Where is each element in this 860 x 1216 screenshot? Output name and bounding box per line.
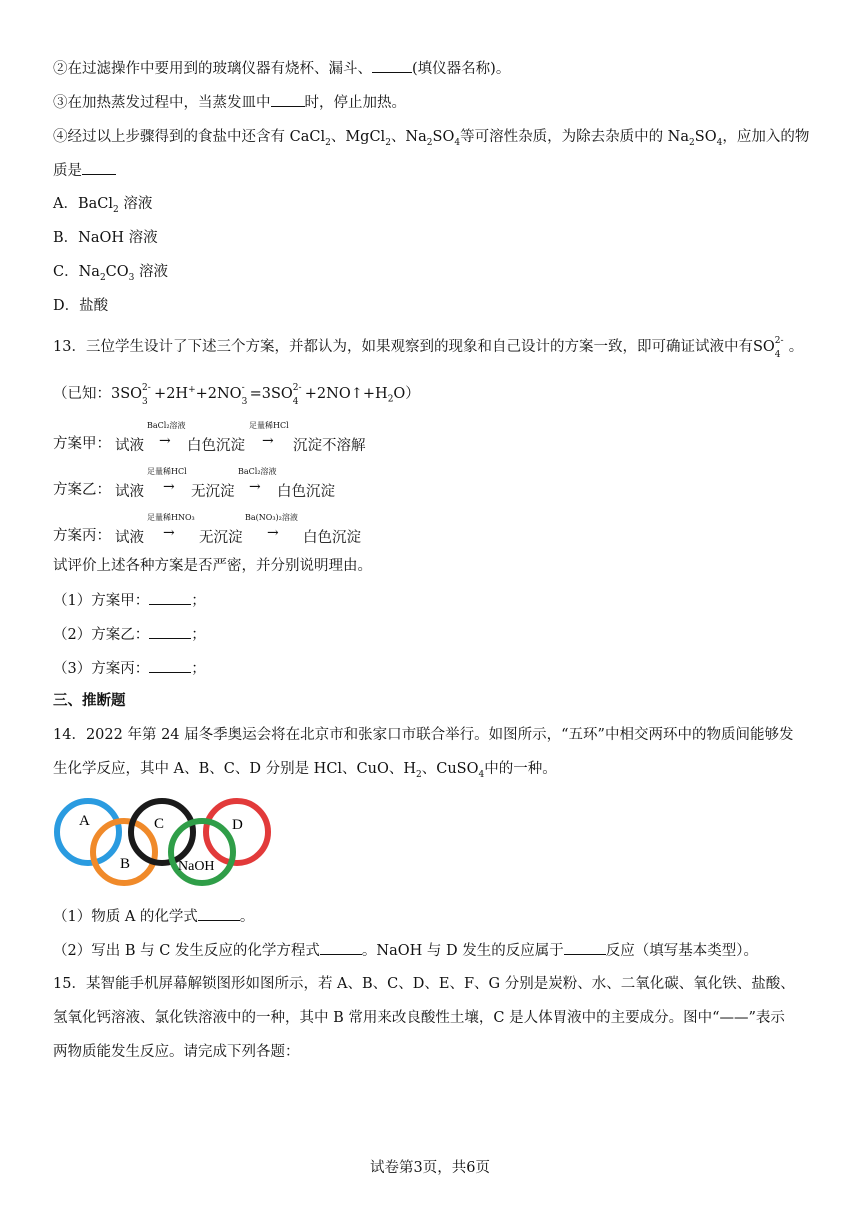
- q12-step4-part: SO: [432, 129, 455, 145]
- q13-part3-label: （3）方案丙：: [53, 661, 150, 677]
- q12-step2: [53, 58, 510, 79]
- q12-step4-part: SO: [694, 129, 717, 145]
- charge-stack: [292, 382, 305, 407]
- subscript: 2: [387, 394, 394, 405]
- ring-c: [131, 801, 193, 863]
- arrow-icon: →: [262, 433, 274, 449]
- arrow-icon: →: [163, 525, 175, 541]
- q14-line2-part: 中的一种。: [484, 761, 557, 777]
- q13-part1-label: （1）方案甲：: [53, 593, 150, 609]
- subscript: 3: [241, 396, 248, 407]
- subscript: 4: [454, 137, 461, 148]
- charge-stack: [241, 382, 250, 407]
- scheme-middle: 白色沉淀: [187, 438, 245, 454]
- q14-part1: [53, 906, 254, 927]
- subscript: 2: [325, 137, 331, 148]
- q12-step4-part: 、Na: [390, 129, 427, 145]
- q14-part2: [53, 940, 758, 961]
- q14-part2-label: （2）写出 B 与 C 发生反应的化学方程式: [53, 943, 320, 959]
- answer-blank[interactable]: [149, 590, 191, 605]
- option-d-text: D．盐酸: [53, 298, 109, 314]
- q13-part2-tail: ；: [191, 627, 206, 643]
- option-c-text-end: 溶液: [134, 264, 168, 280]
- q15-line3: 两物质能发生反应。请完成下列各题：: [53, 1044, 300, 1060]
- scheme-yi: [53, 466, 453, 500]
- subscript: 4: [774, 350, 781, 360]
- q13-stem-end: 。: [788, 339, 804, 355]
- q13-evaluate: [53, 556, 372, 576]
- q13-known-equation: [53, 380, 420, 410]
- subscript: 2: [385, 137, 391, 148]
- superscript: +: [188, 385, 196, 395]
- arrow-icon: →: [249, 479, 261, 495]
- subscript: 2: [416, 769, 422, 780]
- q15-line2: 氢氧化钙溶液、氯化铁溶液中的一种，其中 B 常用来改良酸性土壤，C 是人体胃液中的主要成分。图中“——”表示: [53, 1010, 785, 1026]
- option-b[interactable]: [53, 228, 158, 248]
- subscript: 2: [426, 137, 433, 148]
- q12-step2-text: ②在过滤操作中要用到的玻璃仪器有烧杯、漏斗、: [53, 61, 372, 77]
- q12-step3-text-end: 时，停止加热。: [304, 95, 406, 111]
- scheme-bing: [53, 512, 473, 546]
- scheme-jia: [53, 420, 453, 454]
- q14-line2: [53, 759, 557, 785]
- scheme-start: 试液: [115, 484, 144, 500]
- arrow-icon: →: [163, 479, 175, 495]
- arrow-icon: →: [159, 433, 171, 449]
- subscript: 3: [128, 272, 135, 283]
- scheme-end: 白色沉淀: [277, 484, 335, 500]
- arrow-icon: →: [267, 525, 279, 541]
- q12-step4-line2-text: 质是: [53, 163, 82, 179]
- ring-label-b: B: [120, 856, 131, 872]
- ring-label-c: C: [154, 816, 165, 832]
- q12-step3-text: ③在加热蒸发过程中，当蒸发皿中: [53, 95, 271, 111]
- answer-blank[interactable]: [198, 906, 240, 921]
- scheme-reagent-1: BaCl₂溶液: [147, 421, 186, 430]
- scheme-middle: 无沉淀: [199, 530, 243, 546]
- equation-part: =3SO: [249, 385, 293, 402]
- subscript: 4: [478, 769, 485, 780]
- scheme-end: 沉淀不溶解: [293, 438, 366, 454]
- scheme-end: 白色沉淀: [303, 530, 361, 546]
- q12-step3: [53, 92, 406, 113]
- scheme-start: 试液: [115, 438, 144, 454]
- scheme-middle: 无沉淀: [191, 484, 235, 500]
- q13-part2-label: （2）方案乙：: [53, 627, 150, 643]
- q14-part1-tail: 。: [239, 909, 255, 925]
- scheme-label: 方案丙：: [53, 528, 111, 544]
- ring-label-d: D: [232, 817, 243, 833]
- subscript: 4: [292, 396, 299, 407]
- q13-part1-tail: ；: [191, 593, 206, 609]
- q13-part1: [53, 590, 206, 611]
- ring-a: [57, 801, 119, 863]
- option-b-text: B．NaOH 溶液: [53, 230, 158, 246]
- answer-blank[interactable]: [149, 658, 191, 673]
- scheme-reagent-2: BaCl₂溶液: [238, 467, 277, 476]
- subscript: 4: [716, 137, 723, 148]
- answer-blank[interactable]: [271, 92, 305, 107]
- q14-line2-part: 、CuSO: [421, 761, 479, 777]
- q13-evaluate-text: 试评价上述各种方案是否严密，并分别说明理由。: [53, 558, 372, 574]
- q12-step4-part: ④经过以上步骤得到的食盐中还含有 CaCl: [53, 129, 326, 145]
- option-a-text: A．BaCl: [53, 196, 114, 212]
- scheme-start: 试液: [115, 530, 144, 546]
- q14-part2-middle: 。NaOH 与 D 发生的反应属于: [361, 943, 564, 959]
- option-c-text: CO: [105, 264, 129, 280]
- answer-blank[interactable]: [149, 624, 191, 639]
- q13-part3: [53, 658, 206, 679]
- superscript: 2-: [292, 382, 302, 393]
- option-c[interactable]: [53, 262, 168, 288]
- answer-blank[interactable]: [372, 58, 412, 73]
- subscript: 2: [113, 204, 119, 215]
- olympic-rings-diagram: [52, 790, 276, 890]
- option-d[interactable]: [53, 296, 108, 316]
- equation-part: +2NO: [195, 385, 242, 402]
- q12-step2-text-end: (填仪器名称)。: [412, 61, 511, 77]
- superscript: -: [241, 382, 245, 393]
- subscript: 2: [99, 272, 106, 283]
- option-a[interactable]: [53, 194, 152, 220]
- scheme-reagent-2: Ba(NO₃)₂溶液: [245, 513, 298, 522]
- q14-part1-label: （1）物质 A 的化学式: [53, 909, 198, 925]
- q13-part2: [53, 624, 206, 645]
- q13-part3-tail: ；: [191, 661, 206, 677]
- scheme-reagent-1: 足量稀HCl: [147, 467, 187, 476]
- equation-part: O）: [393, 385, 420, 402]
- ring-label-a: A: [79, 813, 90, 829]
- charge-stack: [142, 382, 154, 407]
- q13-stem: [53, 336, 804, 360]
- q14-part2-tail: 反应（填写基本类型）。: [605, 943, 758, 959]
- q12-step4-part: 、MgCl: [330, 129, 386, 145]
- page-footer: 试卷第3页，共6页: [370, 1160, 490, 1176]
- scheme-label: 方案乙：: [53, 482, 111, 498]
- q14-line2-part: 生化学反应，其中 A、B、C、D 分别是 HCl、CuO、H: [53, 761, 417, 777]
- ring-label-naoh: NaOH: [178, 859, 215, 874]
- q12-step4-line2: [53, 160, 116, 181]
- section-heading: 三、推断题: [53, 693, 126, 709]
- subscript: 3: [142, 396, 148, 407]
- scheme-reagent-1: 足量稀HNO₃: [147, 513, 195, 522]
- answer-blank[interactable]: [82, 160, 116, 175]
- option-c-text: C．Na: [53, 264, 100, 280]
- scheme-reagent-2: 足量稀HCl: [249, 421, 289, 430]
- superscript: 2-: [142, 382, 151, 393]
- ring-b: [93, 821, 155, 883]
- equation-part: +2NO↑+H: [304, 385, 388, 402]
- q12-step4: [53, 127, 809, 153]
- sulfate-ion-charges: [774, 336, 789, 360]
- subscript: 2: [689, 137, 695, 148]
- q14-line1: 14．2022 年第 24 届冬季奥运会将在北京市和张家口市联合举行。如图所示，“五环”中相交两环中的物质间能够发: [53, 727, 794, 743]
- equation-part: （已知：3SO: [53, 385, 143, 402]
- answer-blank[interactable]: [564, 940, 606, 955]
- answer-blank[interactable]: [320, 940, 362, 955]
- superscript: 2-: [774, 336, 784, 346]
- scheme-label: 方案甲：: [53, 436, 111, 452]
- q15-line1: 15．某智能手机屏幕解锁图形如图所示，若 A、B、C、D、E、F、G 分别是炭粉、水、二氧化碳、氧化铁、盐酸、: [53, 976, 795, 992]
- q12-step4-part: 等可溶性杂质，为除去杂质中的 Na: [460, 129, 690, 145]
- q13-stem-text: 13．三位学生设计了下述三个方案，并都认为，如果观察到的现象和自己设计的方案一致，即可确证试液中有SO: [53, 339, 775, 355]
- option-a-text-end: 溶液: [118, 196, 153, 212]
- equation-part: +2H: [154, 385, 189, 402]
- q12-step4-part: ，应加入的物: [722, 129, 810, 145]
